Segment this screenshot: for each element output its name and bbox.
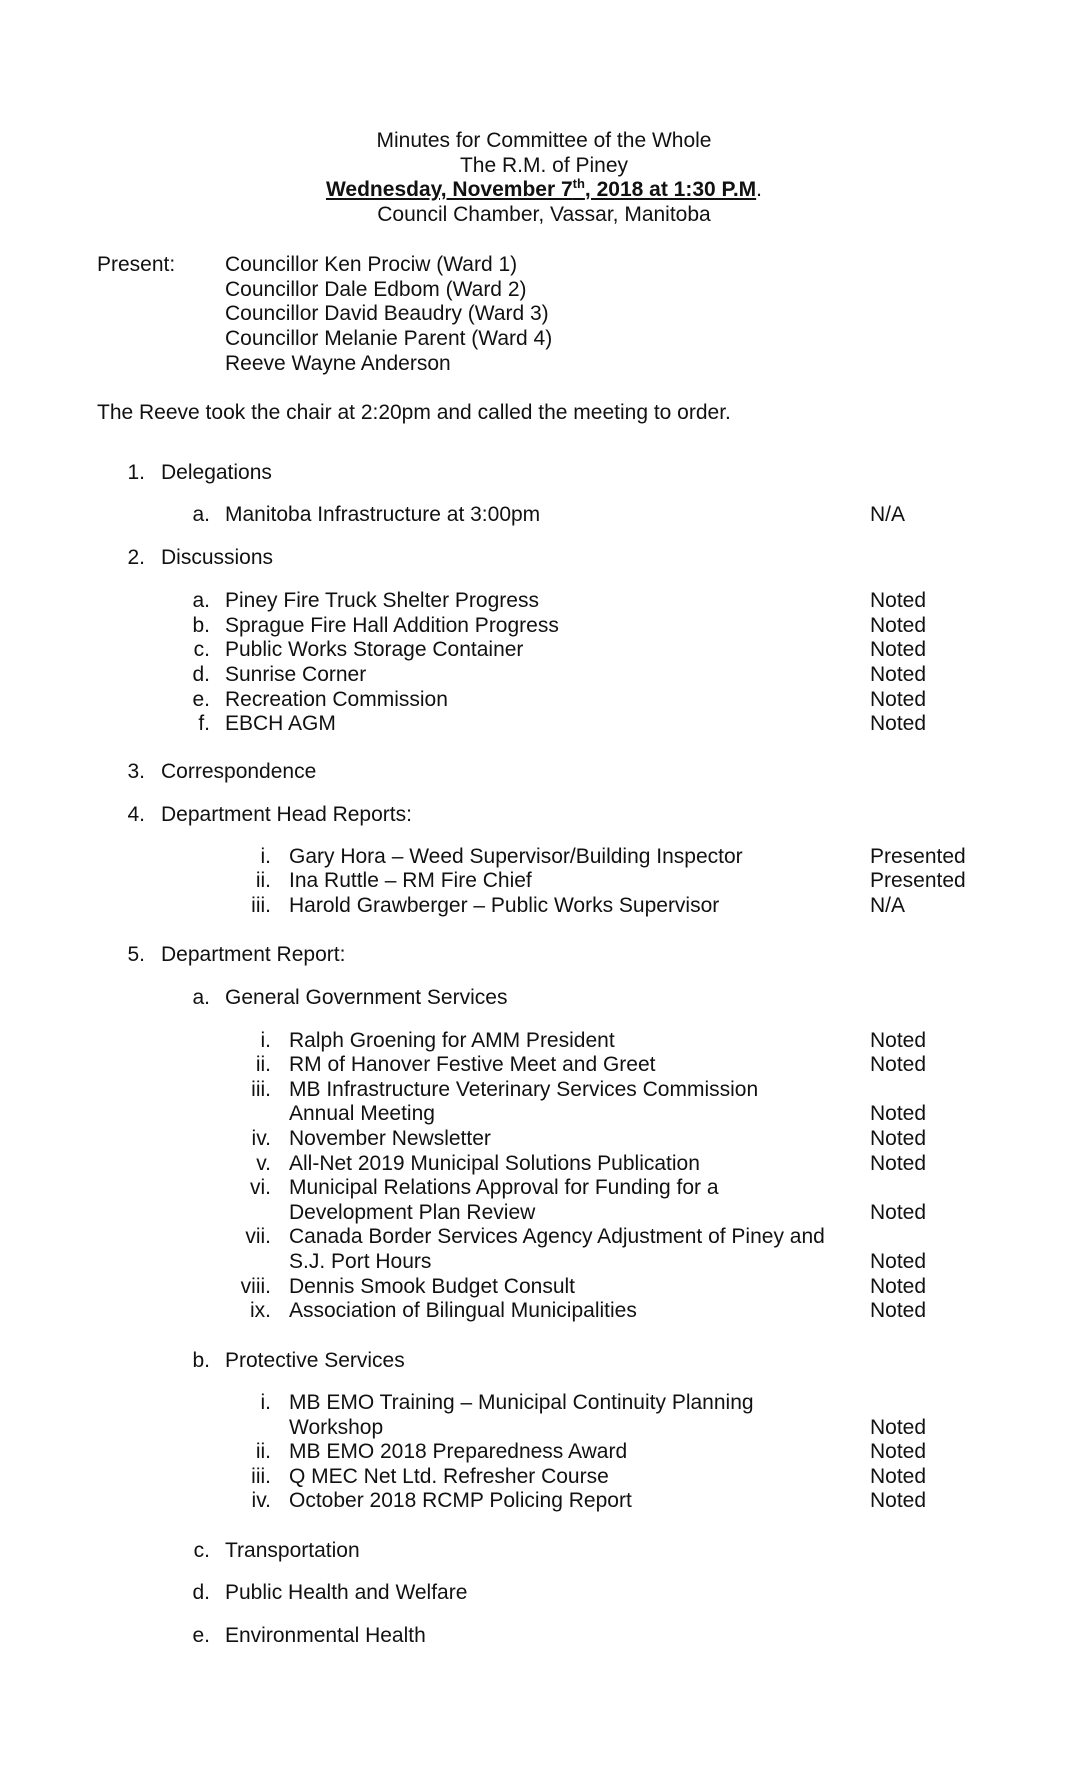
present-member: Councillor Ken Prociw (Ward 1) [225,253,518,276]
subsection-letter: c. [193,1539,210,1562]
item-text: All-Net 2019 Municipal Solutions Publication [289,1152,700,1175]
item-numeral: iv. [251,1489,271,1512]
date-post: , 2018 at 1:30 P.M [584,178,757,201]
item-numeral: v. [256,1152,271,1175]
item-numeral: iv. [251,1127,271,1150]
date-superscript: th [572,176,585,191]
item-text: MB EMO Training – Municipal Continuity Planning [289,1391,754,1414]
item-text: October 2018 RCMP Policing Report [289,1489,632,1512]
section-title-discussions: Discussions [161,546,274,569]
item-text: Public Works Storage Container [225,638,524,661]
item-status: Noted [870,1029,927,1052]
meeting-date-main [326,178,756,201]
item-status: Noted [870,688,927,711]
item-status: Noted [870,1440,927,1463]
item-text-continued: S.J. Port Hours [289,1250,432,1273]
item-text: Sunrise Corner [225,663,367,686]
subsection-title-public-health: Public Health and Welfare [225,1581,468,1604]
item-numeral: iii. [251,894,271,917]
item-status: Noted [870,614,927,637]
item-numeral: ix. [250,1299,271,1322]
item-status: Noted [870,1489,927,1512]
item-status: Noted [870,1127,927,1150]
item-text: Ina Ruttle – RM Fire Chief [289,869,532,892]
item-letter: a. [192,589,210,612]
item-text: RM of Hanover Festive Meet and Greet [289,1053,656,1076]
item-numeral: i. [260,845,271,868]
date-end: . [756,178,762,201]
subsection-title-protective-services: Protective Services [225,1349,405,1372]
section-number: 2. [127,546,145,569]
item-text: Ralph Groening for AMM President [289,1029,615,1052]
item-text: Recreation Commission [225,688,448,711]
section-number: 5. [127,943,145,966]
item-text: EBCH AGM [225,712,336,735]
item-text: Canada Border Services Agency Adjustment of Piney and [289,1225,825,1248]
item-text: Piney Fire Truck Shelter Progress [225,589,539,612]
item-numeral: vii. [245,1225,271,1248]
date-pre: Wednesday, November 7 [325,178,573,201]
item-status: N/A [870,894,906,917]
item-letter: e. [192,688,210,711]
item-text-continued: Development Plan Review [289,1201,536,1224]
item-status: Noted [870,1275,927,1298]
item-status: Noted [870,589,927,612]
item-text: Municipal Relations Approval for Funding for a [289,1176,719,1199]
item-numeral: ii. [255,1440,271,1463]
item-status: N/A [870,503,906,526]
section-title-department-report: Department Report: [161,943,346,966]
item-letter: c. [193,638,210,661]
item-numeral: ii. [255,869,271,892]
item-text: Gary Hora – Weed Supervisor/Building Inspector [289,845,743,868]
item-numeral: i. [260,1029,271,1052]
subsection-letter: d. [192,1581,210,1604]
item-numeral: iii. [251,1465,271,1488]
item-text: Harold Grawberger – Public Works Supervisor [289,894,720,917]
item-letter: b. [192,614,210,637]
item-numeral: i. [260,1391,271,1414]
subsection-title-general-government: General Government Services [225,986,508,1009]
section-number: 3. [127,760,145,783]
opening-statement: The Reeve took the chair at 2:20pm and called the meeting to order. [97,401,731,424]
item-status: Noted [870,663,927,686]
item-status: Presented [870,845,966,868]
item-status: Noted [870,1250,927,1273]
present-member: Councillor Melanie Parent (Ward 4) [225,327,553,350]
item-numeral: viii. [240,1275,271,1298]
present-member: Reeve Wayne Anderson [225,352,451,375]
item-status: Noted [870,1102,927,1125]
item-status: Presented [870,869,966,892]
section-title-correspondence: Correspondence [161,760,317,783]
subsection-title-environmental-health: Environmental Health [225,1624,426,1647]
item-status: Noted [870,1299,927,1322]
subsection-letter: a. [192,986,210,1009]
meeting-date [0,178,1088,202]
document-title: Minutes for Committee of the Whole [376,129,712,152]
item-status: Noted [870,638,927,661]
present-member: Councillor Dale Edbom (Ward 2) [225,278,527,301]
section-title-department-head-reports: Department Head Reports: [161,803,412,826]
item-text: Manitoba Infrastructure at 3:00pm [225,503,541,526]
item-text: Association of Bilingual Municipalities [289,1299,637,1322]
subsection-letter: e. [192,1624,210,1647]
subsection-title-transportation: Transportation [225,1539,360,1562]
organization-name: The R.M. of Piney [459,154,629,177]
item-status: Noted [870,712,927,735]
section-number: 4. [127,803,145,826]
item-numeral: iii. [251,1078,271,1101]
item-text: MB Infrastructure Veterinary Services Commission [289,1078,759,1101]
item-letter: a. [192,503,210,526]
meeting-location: Council Chamber, Vassar, Manitoba [377,203,711,226]
item-text-continued: Annual Meeting [289,1102,435,1125]
item-status: Noted [870,1152,927,1175]
item-status: Noted [870,1201,927,1224]
item-status: Noted [870,1053,927,1076]
item-status: Noted [870,1465,927,1488]
present-label: Present: [97,253,176,276]
item-text: Dennis Smook Budget Consult [289,1275,575,1298]
present-member: Councillor David Beaudry (Ward 3) [225,302,549,325]
item-status: Noted [870,1416,927,1439]
item-text: November Newsletter [289,1127,491,1150]
subsection-letter: b. [192,1349,210,1372]
item-letter: f. [198,712,210,735]
section-title-delegations: Delegations [161,461,272,484]
item-text: Q MEC Net Ltd. Refresher Course [289,1465,609,1488]
item-text-continued: Workshop [289,1416,384,1439]
item-text: MB EMO 2018 Preparedness Award [289,1440,628,1463]
item-letter: d. [192,663,210,686]
item-text: Sprague Fire Hall Addition Progress [225,614,559,637]
item-numeral: vi. [250,1176,271,1199]
item-numeral: ii. [255,1053,271,1076]
section-number: 1. [127,461,145,484]
